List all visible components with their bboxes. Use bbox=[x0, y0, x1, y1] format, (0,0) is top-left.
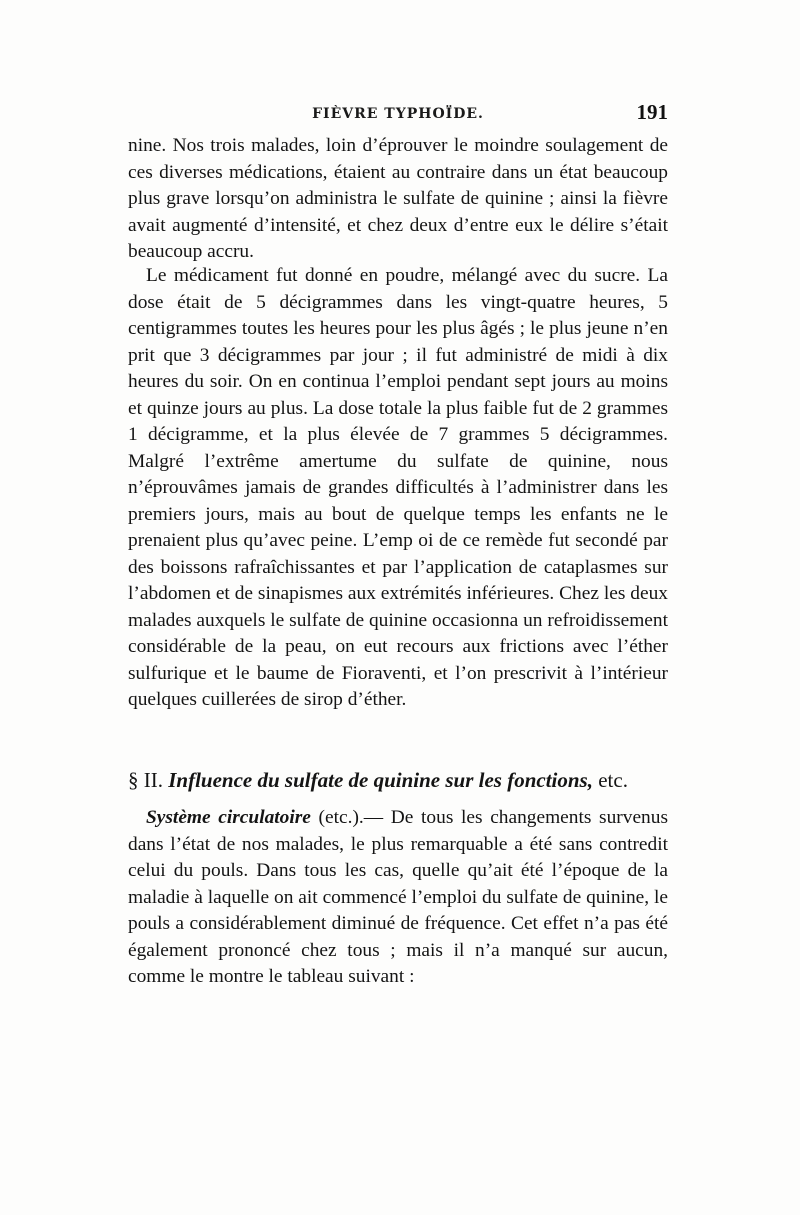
subhead-etc: (etc.). bbox=[318, 807, 364, 828]
section-title: Influence du sulfate de quinine sur les fonctions, bbox=[168, 768, 593, 792]
paragraph-medication bbox=[128, 263, 668, 714]
paragraph-circulatory bbox=[128, 805, 668, 991]
section-number: § II. bbox=[128, 768, 163, 792]
running-title: FIÈVRE TYPHOÏDE. bbox=[312, 106, 484, 122]
paragraph-3-body: — De tous les changements survenus dans l’état de nos malades, le plus remarquable a été sans contredit celui du pouls. Dans tous les cas, quelle qu’ait été l’époque de la maladie à laquelle on ait commencé l’emploi du sulfate de quinine, le pouls a considérablement diminué de fréquence. Cet effet n’a pas été également prononcé chez tous ; mais il n’a manqué sur aucun, comme le montre le tableau suivant : bbox=[128, 807, 668, 987]
paragraph-1-text: nine. Nos trois malades, loin d’éprouver le moindre soulagement de ces diverses médications, étaient au contraire dans un état beaucoup plus grave lorsqu’on administra le sulfate de quinine ; ainsi la fièvre avait augmenté d’intensité, et chez deux d’entre eux le délire s’était beaucoup accru. bbox=[128, 135, 668, 262]
paragraph-continuation bbox=[128, 133, 668, 266]
paragraph-3 bbox=[128, 805, 668, 991]
page-header bbox=[128, 100, 668, 130]
page-number: 191 bbox=[636, 100, 668, 124]
subhead-circulatory: Système circulatoire bbox=[146, 807, 311, 828]
section-etc: etc. bbox=[598, 768, 628, 792]
section-heading bbox=[128, 766, 668, 794]
paragraph-2-text: Le médicament fut donné en poudre, mélangé avec du sucre. La dose était de 5 décigrammes dans les vingt-quatre heures, 5 centigrammes toutes les heures pour les plus âgés ; le plus jeune n’en prit que 3 décigrammes par jour ; il fut administré de midi à dix heures du soir. On en continua l’emploi pendant sept jours au moins et quinze jours au plus. La dose totale la plus faible fut de 2 grammes 1 décigramme, et la plus élevée de 7 grammes 5 décigrammes. Malgré l’extrême amertume du sulfate de quinine, nous n’éprouvâmes jamais de grandes difficultés à l’administrer dans les premiers jours, mais au bout de quelque temps les enfants ne le prenaient plus qu’avec peine. L’emp oi de ce remède fut secondé par des boissons rafraîchissantes et par l’application de cataplasmes sur l’abdomen et de sinapismes aux extrémités inférieures. Chez les deux malades auxquels le sulfate de quinine occasionna un refroidissement considérable de la peau, on eut recours aux frictions avec l’éther sulfurique et le baume de Fioraventi, et l’on prescrivit à l’intérieur quelques cuillerées de sirop d’éther. bbox=[128, 265, 668, 710]
